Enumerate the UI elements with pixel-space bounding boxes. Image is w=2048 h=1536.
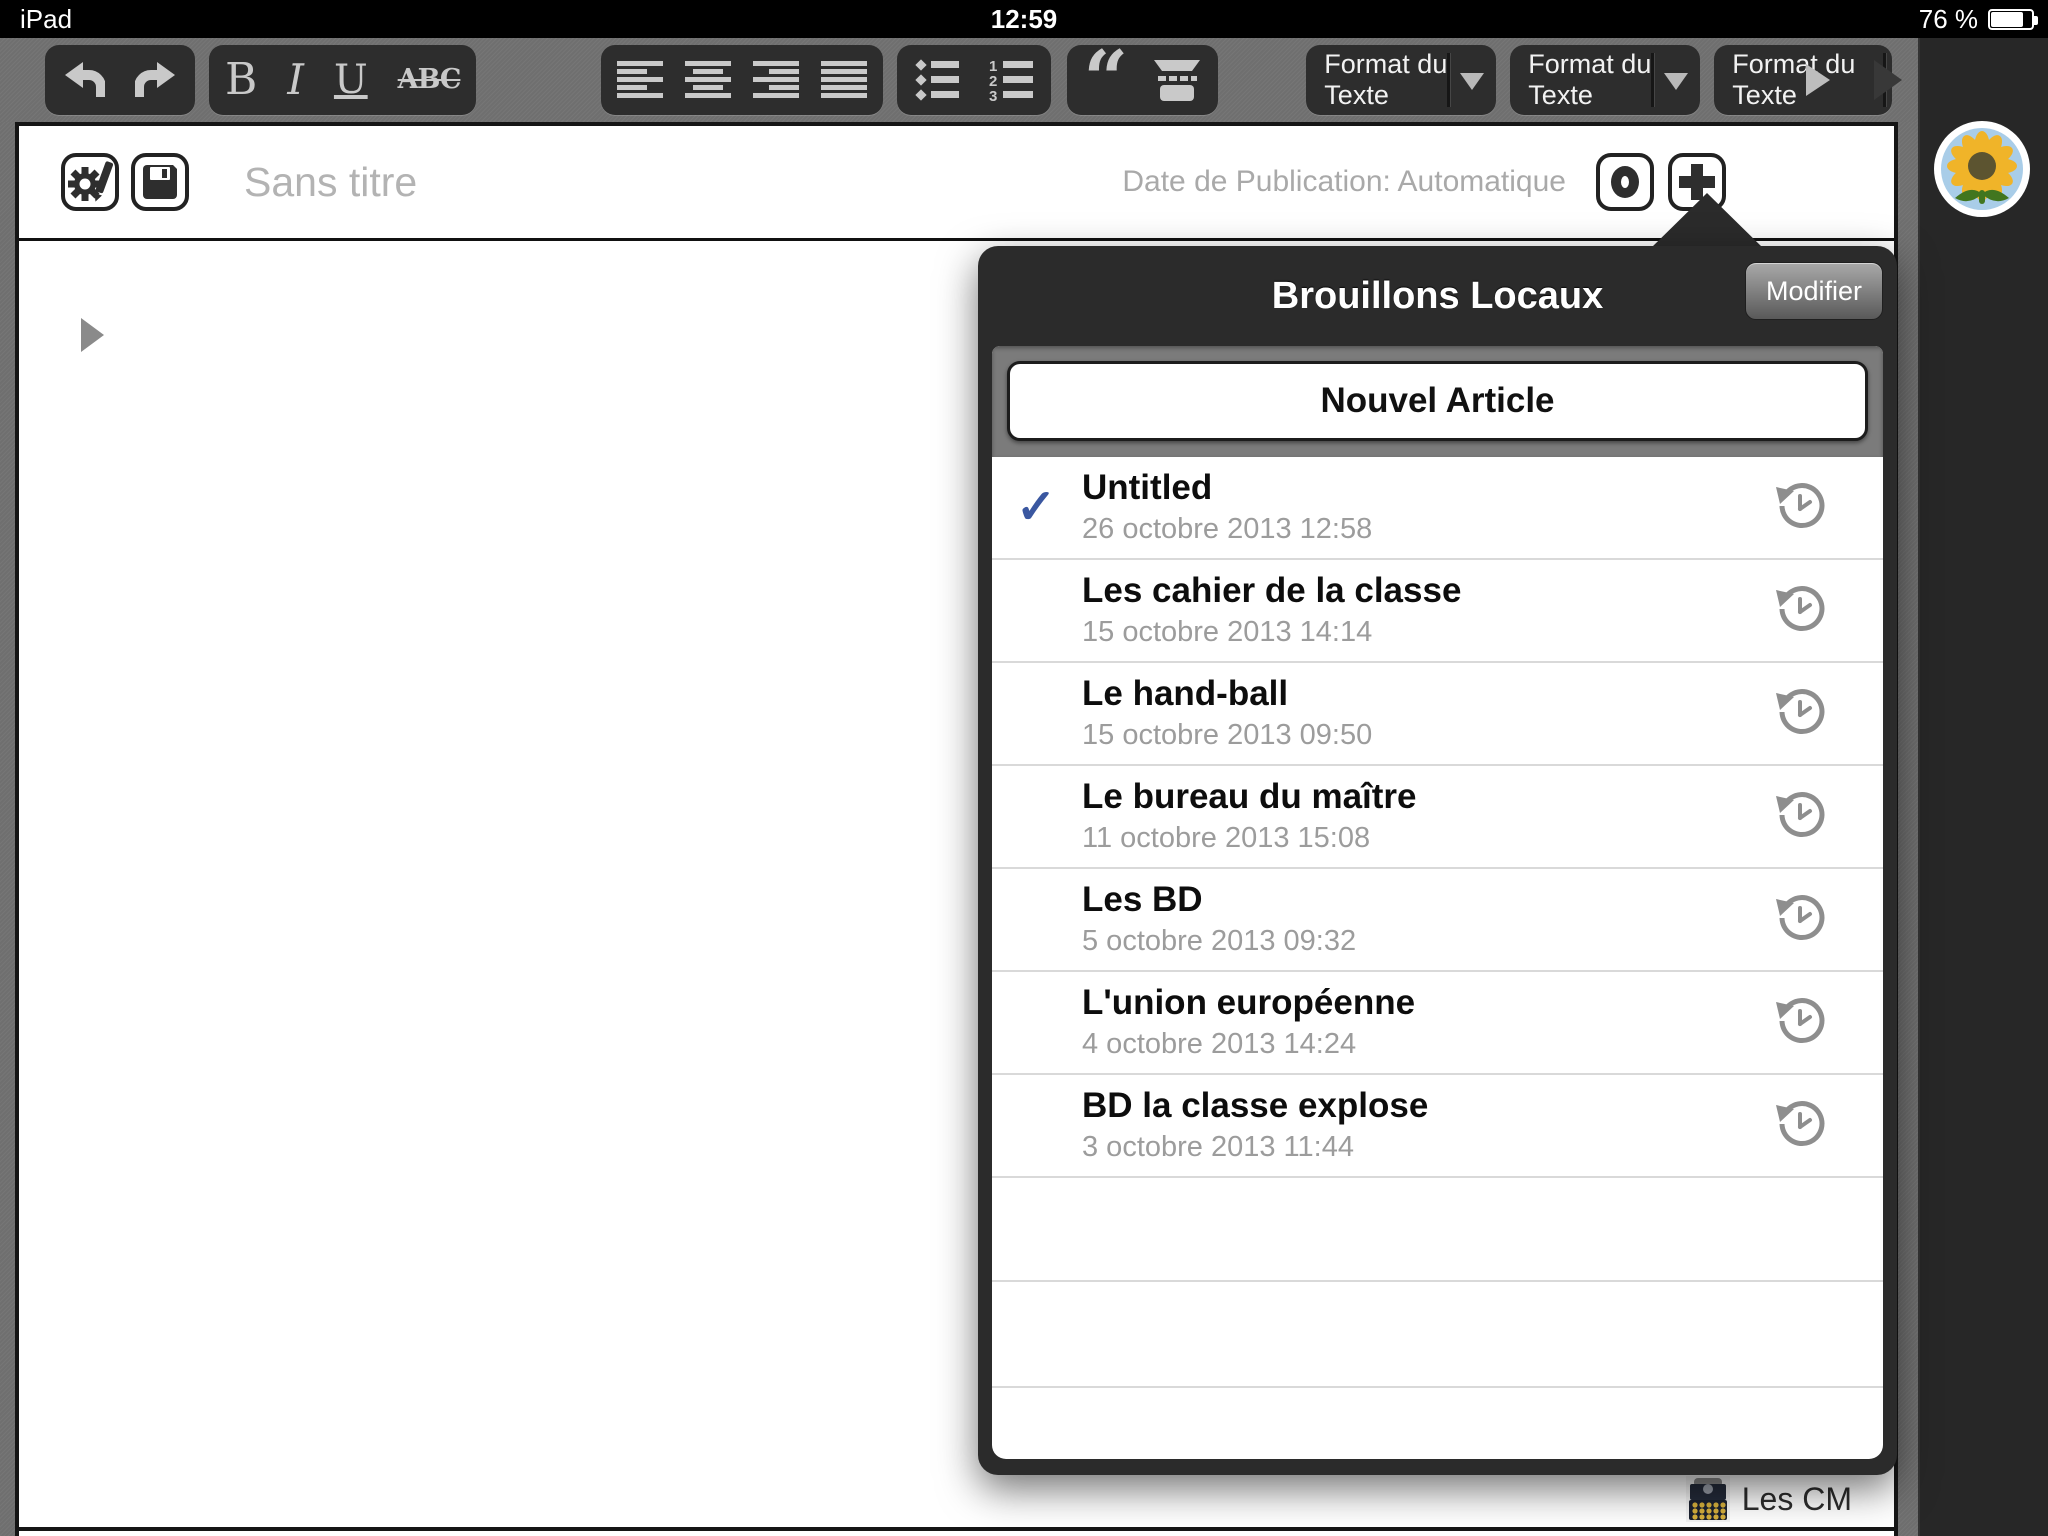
post-settings-button[interactable] <box>61 153 119 211</box>
toolbar-scroll-right-icon[interactable] <box>1806 64 1830 96</box>
undo-redo-group <box>45 45 195 115</box>
popover-arrow <box>1651 193 1763 248</box>
draft-date: 26 octobre 2013 12:58 <box>1082 513 1373 545</box>
align-left-icon <box>617 59 663 101</box>
empty-list-row <box>992 1282 1883 1388</box>
selected-check-icon: ✓ <box>1016 481 1057 534</box>
draft-list-item[interactable] <box>992 1075 1883 1178</box>
revision-history-icon <box>1772 1099 1828 1155</box>
popover-frame <box>978 246 1897 1475</box>
draft-list-item[interactable] <box>992 663 1883 766</box>
revision-history-button[interactable] <box>1772 996 1828 1057</box>
align-justify-icon <box>821 59 867 101</box>
bullet-list-icon <box>913 58 961 102</box>
revision-history-icon <box>1772 790 1828 846</box>
clock: 12:59 <box>990 4 1058 34</box>
post-title-input[interactable]: Sans titre <box>244 158 418 205</box>
format-dropdown-3[interactable]: Format du Texte <box>1714 45 1892 115</box>
text-style-group <box>209 45 476 115</box>
popover-title: Brouillons Locaux <box>1271 275 1604 317</box>
revision-history-button[interactable] <box>1772 893 1828 954</box>
redo-icon <box>135 60 179 100</box>
draft-date: 5 octobre 2013 09:32 <box>1082 925 1357 957</box>
chevron-down-icon <box>1664 73 1688 90</box>
blockquote-icon: “ <box>1083 38 1129 122</box>
svg-text:2: 2 <box>989 73 998 90</box>
read-more-button[interactable] <box>1152 45 1202 115</box>
revision-history-icon <box>1772 481 1828 537</box>
svg-text:3: 3 <box>989 88 998 102</box>
blog-name-label: Les CM <box>1741 1480 1852 1517</box>
blog-selector[interactable] <box>1686 1476 1852 1522</box>
draft-title: L'union européenne <box>1082 983 1416 1022</box>
undo-icon <box>61 60 105 100</box>
right-sidebar <box>1918 38 2048 1536</box>
revision-history-button[interactable] <box>1772 1099 1828 1160</box>
popover-body <box>992 346 1883 1459</box>
draft-list-item[interactable] <box>992 457 1883 560</box>
save-button[interactable] <box>131 153 189 211</box>
draft-list-item[interactable] <box>992 766 1883 869</box>
draft-date: 4 octobre 2013 14:24 <box>1082 1028 1357 1060</box>
empty-list-row <box>992 1178 1883 1282</box>
numbered-list-button[interactable] <box>987 45 1035 115</box>
user-avatar[interactable] <box>1933 120 2031 218</box>
align-left-button[interactable] <box>617 45 663 115</box>
format-dropdown-2[interactable]: Format du Texte <box>1510 45 1700 115</box>
local-drafts-popover <box>978 192 1897 1475</box>
list-group <box>897 45 1051 115</box>
undo-button[interactable] <box>61 45 105 115</box>
draft-date: 3 octobre 2013 11:44 <box>1082 1131 1354 1163</box>
draft-title: Les cahier de la classe <box>1082 571 1462 610</box>
publication-date-label: Date de Publication: Automatique <box>1122 165 1566 198</box>
numbered-list-icon <box>987 58 1035 102</box>
align-center-button[interactable] <box>685 45 731 115</box>
chevron-down-icon <box>1460 73 1484 90</box>
revision-history-icon <box>1772 893 1828 949</box>
device-label: iPad <box>20 4 73 34</box>
revision-history-button[interactable] <box>1772 790 1828 851</box>
new-article-band <box>992 346 1883 457</box>
draft-title: Le hand-ball <box>1082 674 1289 713</box>
draft-title: Les BD <box>1082 880 1203 919</box>
edit-drafts-button[interactable]: Modifier <box>1745 262 1883 320</box>
battery-percent-label: 76 % <box>1918 4 1978 34</box>
redo-button[interactable] <box>135 45 179 115</box>
battery-icon <box>1988 9 2034 30</box>
new-article-button[interactable]: Nouvel Article <box>1007 361 1868 441</box>
draft-title: Le bureau du maître <box>1082 777 1417 816</box>
draft-date: 11 octobre 2013 15:08 <box>1082 822 1371 854</box>
settings-pencil-icon <box>67 159 113 205</box>
bold-button[interactable]: B <box>225 54 258 105</box>
status-bar <box>0 0 2048 38</box>
alignment-group <box>601 45 883 115</box>
revision-history-icon <box>1772 584 1828 640</box>
content-cursor-icon <box>81 318 104 352</box>
save-icon <box>139 161 181 203</box>
svg-text:1: 1 <box>989 58 998 75</box>
draft-title: BD la classe explose <box>1082 1086 1429 1125</box>
blockquote-button[interactable] <box>1083 38 1129 122</box>
draft-list-item[interactable] <box>992 972 1883 1075</box>
align-right-button[interactable] <box>753 45 799 115</box>
align-justify-button[interactable] <box>821 45 867 115</box>
typewriter-thumbnail <box>1686 1476 1730 1522</box>
revision-history-icon <box>1772 687 1828 743</box>
strikethrough-button[interactable]: ABC <box>397 64 461 95</box>
bullet-list-button[interactable] <box>913 45 961 115</box>
toolbar-more-icon[interactable] <box>1874 60 1902 100</box>
draft-date: 15 octobre 2013 09:50 <box>1082 719 1373 751</box>
format-dropdown-1[interactable]: Format du Texte <box>1306 45 1496 115</box>
underline-button[interactable]: U <box>333 57 368 103</box>
draft-list-item[interactable] <box>992 869 1883 972</box>
quote-group <box>1067 38 1218 122</box>
italic-button[interactable]: I <box>287 55 304 104</box>
page-bottom-border <box>19 1527 1894 1531</box>
read-more-icon <box>1152 58 1202 102</box>
formatting-toolbar <box>0 38 1918 122</box>
draft-title: Untitled <box>1082 468 1213 507</box>
sunflower-avatar-icon <box>1933 120 2031 218</box>
draft-list-item[interactable] <box>992 560 1883 663</box>
revision-history-button[interactable] <box>1772 481 1828 542</box>
align-right-icon <box>753 59 799 101</box>
revision-history-button[interactable] <box>1772 687 1828 748</box>
draft-date: 15 octobre 2013 14:14 <box>1082 616 1373 648</box>
revision-history-button[interactable] <box>1772 584 1828 645</box>
align-center-icon <box>685 59 731 101</box>
revision-history-icon <box>1772 996 1828 1052</box>
